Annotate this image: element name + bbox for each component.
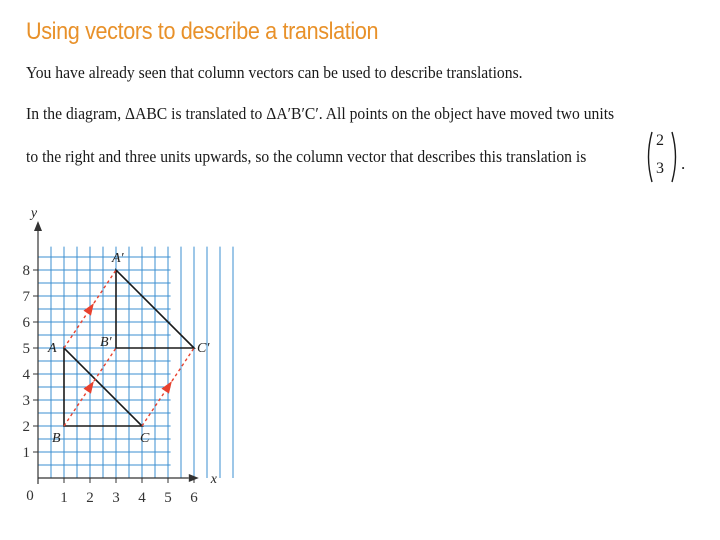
origin-label: 0 xyxy=(26,488,34,504)
x-axis-label: x xyxy=(210,472,218,487)
x-tick-label: 5 xyxy=(164,490,172,505)
translation-arrow-head xyxy=(83,301,97,316)
point-label-b: B xyxy=(52,431,61,446)
description-text: In the diagram, ΔABC is translated to ΔA′B′C′. All points on the object have moved two units xyxy=(26,104,615,123)
x-tick-label: 3 xyxy=(112,490,120,505)
page-title: Using vectors to describe a translation xyxy=(26,18,379,45)
column-vector xyxy=(644,130,680,184)
y-tick-label: 1 xyxy=(22,445,30,461)
y-tick-label: 4 xyxy=(22,367,30,383)
sentence-period: . xyxy=(681,154,686,173)
vector-y-component: 3 xyxy=(656,160,664,177)
y-tick-label: 2 xyxy=(22,419,30,435)
x-tick-label: 2 xyxy=(86,490,94,505)
x-tick-label: 1 xyxy=(60,490,68,505)
translation-arrow-head xyxy=(83,379,97,394)
translation-diagram xyxy=(0,195,240,505)
point-label-c-prime: C′ xyxy=(197,341,210,356)
x-tick-label: 4 xyxy=(138,490,146,505)
point-label-c: C xyxy=(140,431,150,446)
y-tick-label: 5 xyxy=(22,341,30,357)
y-axis-arrowhead xyxy=(34,221,42,231)
x-tick-label: 6 xyxy=(190,490,198,505)
vector-x-component: 2 xyxy=(656,132,664,149)
point-label-a-prime: A′ xyxy=(112,251,124,266)
intro-text: You have already seen that column vectors can be used to describe translations. xyxy=(26,63,523,82)
y-tick-label: 3 xyxy=(22,393,30,409)
point-label-b-prime: B′ xyxy=(100,335,112,350)
y-tick-label: 8 xyxy=(22,263,30,279)
conclusion-text: to the right and three units upwards, so the column vector that describes this translation is xyxy=(26,147,587,166)
y-axis-label: y xyxy=(30,206,38,221)
y-tick-label: 6 xyxy=(22,315,30,331)
grid xyxy=(38,247,240,478)
y-tick-label: 7 xyxy=(22,289,30,305)
point-label-a: A xyxy=(48,341,57,356)
translation-arrow-head xyxy=(161,379,175,394)
